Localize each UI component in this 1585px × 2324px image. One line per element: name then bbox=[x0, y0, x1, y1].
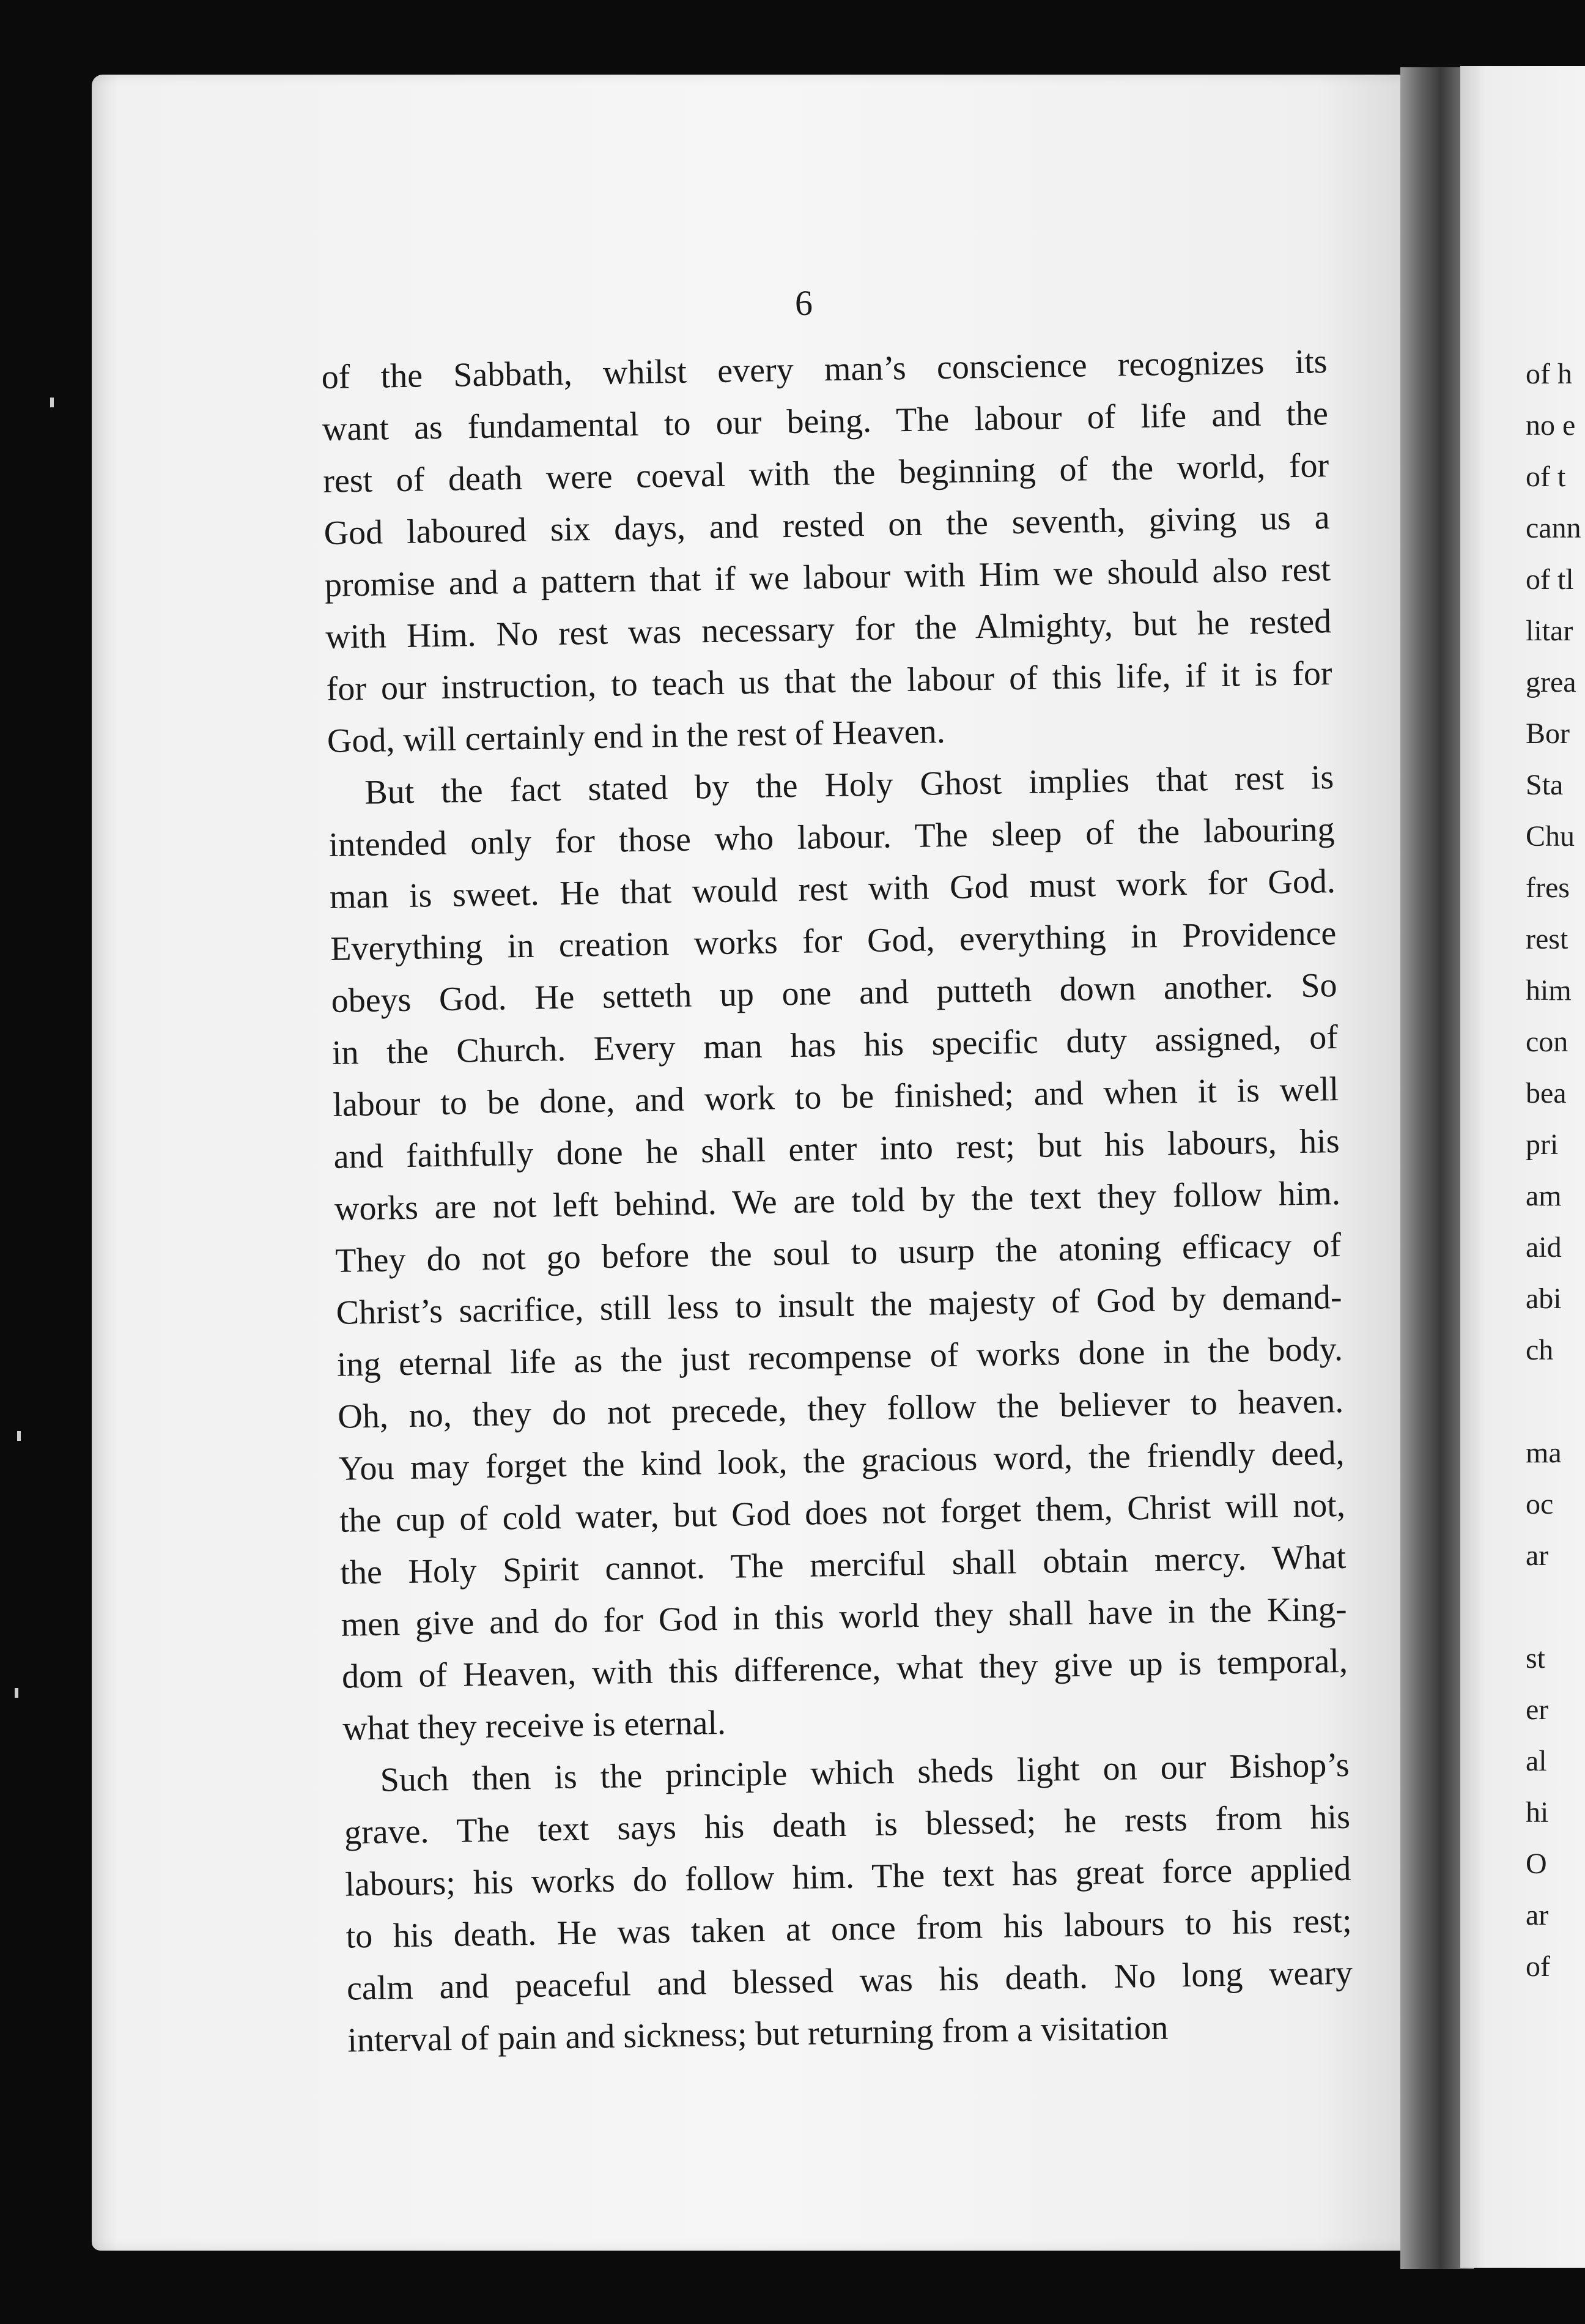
text-line: works are not left behind. We are told by the text they follow him. bbox=[334, 1174, 1341, 1228]
text-line: to his death. He was taken at once from his labours to his rest; bbox=[345, 1901, 1352, 1956]
facing-page-fragment: fres bbox=[1526, 871, 1570, 904]
facing-page-fragment: hi bbox=[1526, 1796, 1549, 1829]
facing-page-fragment: no e bbox=[1526, 409, 1576, 442]
text-line: They do not go before the soul to usurp the atoning efficacy of bbox=[334, 1226, 1342, 1280]
facing-page-fragment: oc bbox=[1526, 1488, 1554, 1520]
paragraph bbox=[321, 336, 1333, 768]
facing-page-fragment: pri bbox=[1526, 1128, 1559, 1161]
text-line: rest of death were coeval with the beginning of the world, for bbox=[322, 446, 1329, 500]
facing-page-fragment: rest bbox=[1526, 923, 1568, 955]
facing-page-fragment: ma bbox=[1526, 1437, 1562, 1469]
text-line: man is sweet. He that would rest with God must work for God. bbox=[329, 862, 1336, 916]
facing-page-fragment: al bbox=[1526, 1745, 1547, 1777]
text-line: want as fundamental to our being. The labour of life and the bbox=[322, 394, 1329, 448]
facing-page-fragment: ch bbox=[1526, 1334, 1554, 1366]
text-line: Christ’s sacrifice, still less to insult the majesty of God by demand- bbox=[336, 1278, 1342, 1332]
facing-page-fragment: of h bbox=[1526, 358, 1572, 390]
facing-page-fragment: of t bbox=[1526, 461, 1566, 493]
facing-page-text-fragments bbox=[1526, 349, 1585, 1993]
facing-page-fragment: of tl bbox=[1526, 563, 1574, 596]
facing-page-fragment: O bbox=[1526, 1848, 1547, 1880]
facing-page-fragment: am bbox=[1526, 1180, 1562, 1212]
text-line: labours; his works do follow him. The text has great force applied bbox=[344, 1849, 1351, 1904]
text-line: intended only for those who labour. The sleep of the labouring bbox=[328, 810, 1335, 864]
text-line: for our instruction, to teach us that the labour of this life, if it is for bbox=[326, 654, 1332, 708]
page-number: 6 bbox=[795, 283, 813, 323]
text-line: Oh, no, they do not precede, they follow the believer to heaven. bbox=[337, 1382, 1344, 1436]
text-line: and faithfully done he shall enter into rest; but his labours, his bbox=[333, 1122, 1340, 1176]
facing-page-fragment: litar bbox=[1526, 615, 1573, 647]
scan-mark bbox=[15, 1688, 18, 1698]
text-line: obeys God. He setteth up one and putteth down another. So bbox=[331, 966, 1337, 1020]
text-line: labour to be done, and work to be finished; and when it is well bbox=[332, 1070, 1339, 1124]
facing-page-fragment: aid bbox=[1526, 1231, 1562, 1264]
facing-page-fragment: ar bbox=[1526, 1899, 1549, 1931]
facing-page-fragment: Sta bbox=[1526, 769, 1564, 801]
text-line: interval of pain and sickness; but returning from a visitation bbox=[347, 2008, 1169, 2060]
body-text bbox=[321, 336, 1354, 2067]
facing-page-fragment: abi bbox=[1526, 1282, 1562, 1315]
text-line: Everything in creation works for God, everything in Providence bbox=[330, 914, 1337, 968]
text-line: God, will certainly end in the rest of Heaven. bbox=[327, 712, 946, 760]
text-line: the Holy Spirit cannot. The merciful shall obtain mercy. What bbox=[339, 1538, 1347, 1592]
text-line: dom of Heaven, with this difference, what they give up is temporal, bbox=[341, 1641, 1348, 1696]
scan-mark bbox=[50, 398, 54, 407]
facing-page-fragment: him bbox=[1526, 974, 1572, 1007]
text-line: men give and do for God in this world they shall have in the King- bbox=[341, 1589, 1347, 1644]
facing-page-fragment: ar bbox=[1526, 1539, 1549, 1572]
text-line: of the Sabbath, whilst every man’s conscience recognizes its bbox=[321, 342, 1328, 396]
paragraph bbox=[343, 1739, 1354, 2067]
scan-mark bbox=[17, 1431, 21, 1441]
text-line: with Him. No rest was necessary for the Almighty, but he rested bbox=[325, 602, 1332, 656]
facing-page-fragment: er bbox=[1526, 1693, 1549, 1726]
text-line: what they receive is eternal. bbox=[342, 1703, 726, 1748]
text-line: You may forget the kind look, the gracious word, the friendly deed, bbox=[338, 1434, 1345, 1488]
text-line: calm and peaceful and blessed was his death. No long weary bbox=[346, 1953, 1353, 2008]
text-line: ing eternal life as the just recompense of works done in the body. bbox=[336, 1330, 1343, 1384]
paragraph bbox=[328, 752, 1349, 1755]
facing-page-fragment: grea bbox=[1526, 666, 1576, 698]
facing-page-fragment: Chu bbox=[1526, 820, 1575, 853]
text-line: in the Church. Every man has his specific duty assigned, of bbox=[331, 1018, 1339, 1072]
facing-page-fragment: bea bbox=[1526, 1077, 1567, 1109]
text-line: God laboured six days, and rested on the seventh, giving us a bbox=[323, 498, 1330, 552]
text-line: the cup of cold water, but God does not forget them, Christ will not, bbox=[339, 1486, 1346, 1540]
text-line: But the fact stated by the Holy Ghost implies that rest is bbox=[364, 758, 1334, 812]
text-line: Such then is the principle which sheds light on our Bishop’s bbox=[380, 1745, 1350, 1799]
text-line: grave. The text says his death is blessed; he rests from his bbox=[344, 1797, 1351, 1852]
facing-page-fragment: st bbox=[1526, 1642, 1546, 1675]
facing-page-fragment: con bbox=[1526, 1026, 1568, 1058]
text-line: promise and a pattern that if we labour with Him we should also rest bbox=[324, 550, 1331, 604]
facing-page-fragment: of bbox=[1526, 1950, 1550, 1983]
facing-page-fragment: cann bbox=[1526, 512, 1581, 544]
facing-page-fragment: Bor bbox=[1526, 717, 1570, 750]
